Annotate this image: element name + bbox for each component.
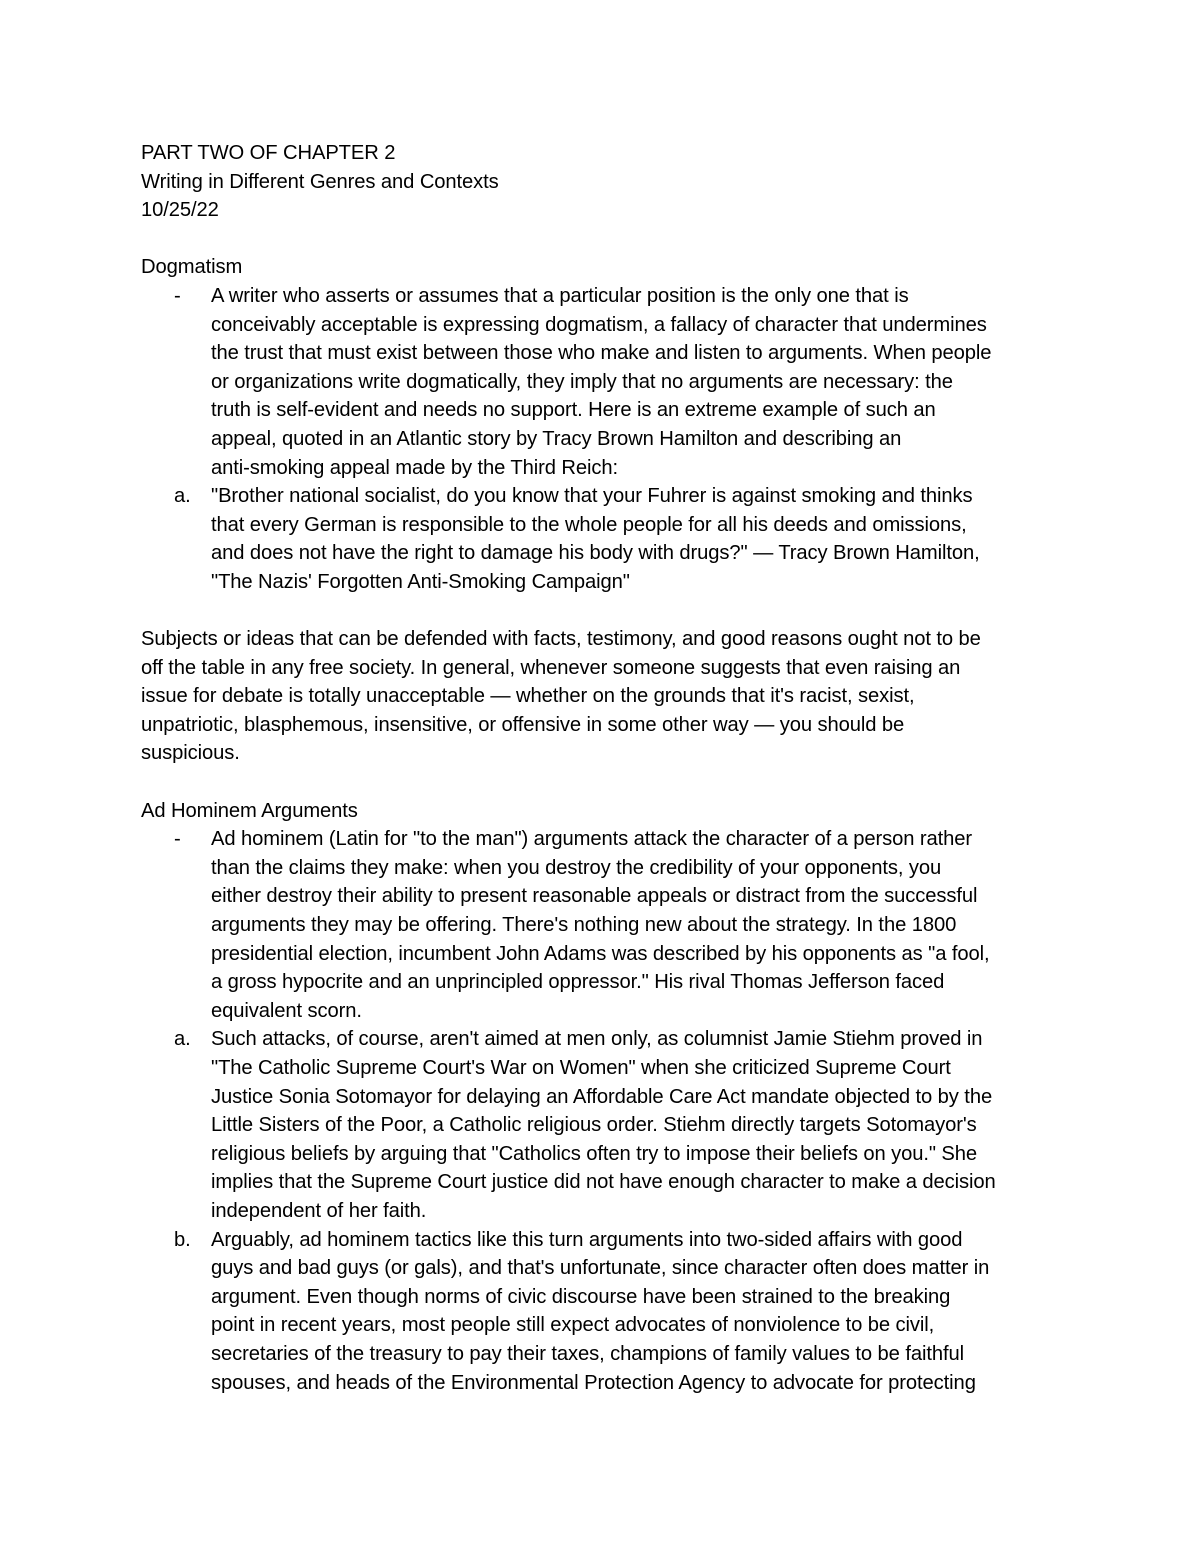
paragraph-line: issue for debate is totally unacceptable — whether on the grounds that it's racist, sexist, xyxy=(141,685,915,708)
list-item xyxy=(141,1025,1066,1225)
item-line: guys and bad guys (or gals), and that's unfortunate, since character often does matter in xyxy=(211,1257,990,1280)
item-line: secretaries of the treasury to pay their taxes, champions of family values to be faithful xyxy=(211,1342,964,1365)
item-line: either destroy their ability to present reasonable appeals or distract from the successful xyxy=(211,885,978,908)
item-line: truth is self-evident and needs no support. Here is an extreme example of such an xyxy=(211,399,936,422)
body-paragraph xyxy=(141,625,1066,768)
list-marker: b. xyxy=(174,1228,191,1251)
item-line: independent of her faith. xyxy=(211,1199,427,1222)
paragraph-line: suspicious. xyxy=(141,742,240,765)
item-line: anti-smoking appeal made by the Third Reich: xyxy=(211,456,619,479)
item-line: implies that the Supreme Court justice did not have enough character to make a decision xyxy=(211,1171,996,1194)
list-item xyxy=(141,282,1066,482)
list-marker: a. xyxy=(174,1028,191,1051)
item-line: Arguably, ad hominem tactics like this turn arguments into two-sided affairs with good xyxy=(211,1228,963,1251)
item-line: argument. Even though norms of civic discourse have been strained to the breaking xyxy=(211,1285,951,1308)
item-line: spouses, and heads of the Environmental Protection Agency to advocate for protecting xyxy=(211,1371,976,1394)
document-page xyxy=(141,139,1066,1397)
item-line: and does not have the right to damage his body with drugs?" — Tracy Brown Hamilton, xyxy=(211,542,980,565)
item-line: appeal, quoted in an Atlantic story by Tracy Brown Hamilton and describing an xyxy=(211,427,902,450)
list-marker: - xyxy=(174,828,181,851)
spacer xyxy=(141,225,1066,254)
item-line: "Brother national socialist, do you know that your Fuhrer is against smoking and thinks xyxy=(211,485,973,508)
item-line: arguments they may be offering. There's nothing new about the strategy. In the 1800 xyxy=(211,914,957,937)
item-line: conceivably acceptable is expressing dogmatism, a fallacy of character that undermines xyxy=(211,313,987,336)
paragraph-line: Subjects or ideas that can be defended with facts, testimony, and good reasons ought not to be xyxy=(141,628,981,651)
item-line: the trust that must exist between those who make and listen to arguments. When people xyxy=(211,342,992,365)
item-line: Justice Sonia Sotomayor for delaying an Affordable Care Act mandate objected to by the xyxy=(211,1085,993,1108)
spacer xyxy=(141,597,1066,626)
item-line: Ad hominem (Latin for "to the man") arguments attack the character of a person rather xyxy=(211,828,973,851)
document-title: PART TWO OF CHAPTER 2 xyxy=(141,142,396,164)
spacer xyxy=(141,768,1066,797)
item-line: A writer who asserts or assumes that a particular position is the only one that is xyxy=(211,284,909,307)
section-heading-ad-hominem: Ad Hominem Arguments xyxy=(141,799,358,822)
paragraph-line: off the table in any free society. In general, whenever someone suggests that even raising an xyxy=(141,656,961,679)
paragraph-line: unpatriotic, blasphemous, insensitive, or offensive in some other way — you should be xyxy=(141,713,905,736)
item-line: "The Catholic Supreme Court's War on Women" when she criticized Supreme Court xyxy=(211,1057,951,1079)
document-date: 10/25/22 xyxy=(141,199,219,222)
list-marker: - xyxy=(174,284,181,307)
item-line: religious beliefs by arguing that "Catholics often try to impose their beliefs on you." She xyxy=(211,1142,978,1165)
item-line: equivalent scorn. xyxy=(211,999,362,1022)
item-line: or organizations write dogmatically, they imply that no arguments are necessary: the xyxy=(211,370,953,393)
item-line: Such attacks, of course, aren't aimed at men only, as columnist Jamie Stiehm proved in xyxy=(211,1028,983,1051)
item-line: a gross hypocrite and an unprincipled oppressor." His rival Thomas Jefferson faced xyxy=(211,971,945,994)
list-item xyxy=(141,825,1066,1025)
item-line: than the claims they make: when you destroy the credibility of your opponents, you xyxy=(211,856,942,879)
section-heading-dogmatism: Dogmatism xyxy=(141,256,243,279)
list-marker: a. xyxy=(174,485,191,508)
document-subtitle: Writing in Different Genres and Contexts xyxy=(141,170,499,193)
list-item xyxy=(141,482,1066,596)
item-line: "The Nazis' Forgotten Anti-Smoking Campaign" xyxy=(211,570,630,593)
item-line: that every German is responsible to the whole people for all his deeds and omissions, xyxy=(211,513,967,536)
item-line: presidential election, incumbent John Adams was described by his opponents as "a fool, xyxy=(211,942,990,965)
item-line: Little Sisters of the Poor, a Catholic religious order. Stiehm directly targets Sotomayor's xyxy=(211,1114,977,1137)
list-item xyxy=(141,1226,1066,1398)
item-line: point in recent years, most people still expect advocates of nonviolence to be civil, xyxy=(211,1314,935,1337)
